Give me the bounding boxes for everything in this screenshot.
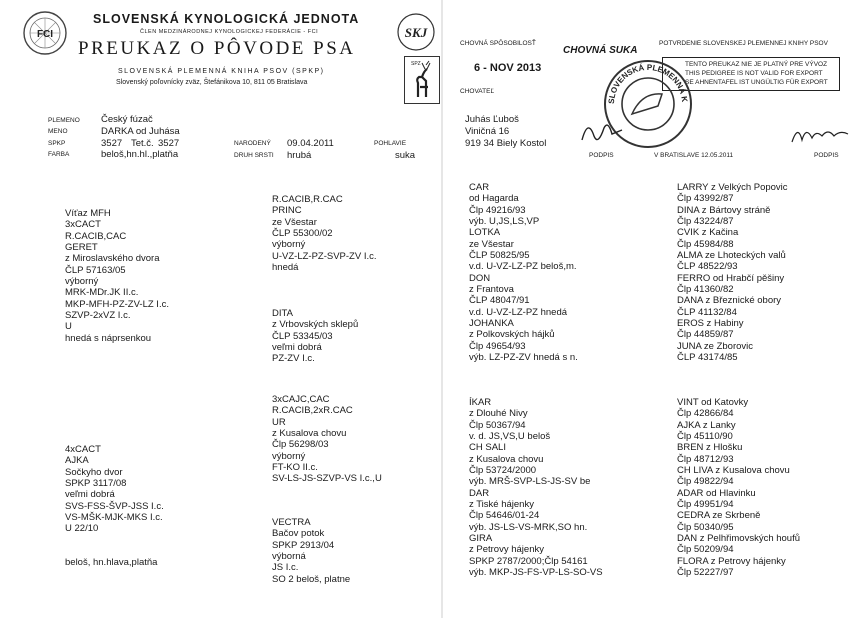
pedigree-line: z Petrovy hájenky xyxy=(469,544,544,556)
ski-logo-text: SKJ xyxy=(404,25,428,40)
pedigree-line: VECTRA xyxy=(272,517,311,528)
pedigree-line: FERRO od Hrabčí pěšiny xyxy=(677,272,785,284)
pedigree-line: GIRA xyxy=(469,533,493,545)
born-value: 09.04.2011 xyxy=(287,138,334,149)
pedigree-line: 3xCACT xyxy=(65,219,101,231)
pedigree-line: Člp 54646/01-24 xyxy=(469,510,540,522)
pedigree-line: DAR xyxy=(469,487,490,499)
pedigree-line: ÍKAR xyxy=(469,397,492,408)
pedigree-line: Člp 50367/94 xyxy=(469,419,526,431)
pedigree-line: CAR xyxy=(469,182,490,193)
pedigree-line: Člp 50209/94 xyxy=(677,544,734,556)
pedigree-sire-dam xyxy=(272,308,358,365)
pedigree-line: SPKP 2913/04 xyxy=(272,539,335,551)
pedigree-line: výborná xyxy=(272,551,306,563)
pedigree-line: Člp 48712/93 xyxy=(677,453,734,465)
pedigree-line: DITA xyxy=(272,308,293,319)
page-fold xyxy=(441,0,443,618)
pedigree-line: VINT od Katovky xyxy=(677,397,749,408)
pedigree-line: AJKA xyxy=(65,455,89,467)
pedigree-gen4-lower xyxy=(677,397,800,579)
pedigree-line: JOHANKA xyxy=(469,318,514,330)
tet-label: Tet.č. xyxy=(131,138,154,149)
pedigree-line: LOTKA xyxy=(469,227,501,239)
pedigree-line: Člp 41360/82 xyxy=(677,284,734,296)
sex-value: suka xyxy=(395,150,416,161)
pedigree-line: MKP-MFH-PZ-ZV-LZ I.c. xyxy=(65,298,169,310)
pedigree-line: Člp 56298/03 xyxy=(272,439,329,451)
pedigree-line: v.d. U-VZ-LZ-PZ hnedá xyxy=(469,306,568,318)
pedigree-line: výb. U,JS,LS,VP xyxy=(469,216,540,228)
fci-logo-text: FCI xyxy=(36,29,54,40)
pedigree-line: z Polkovských hájků xyxy=(469,329,555,341)
pedigree-line: R.CACIB,R.CAC xyxy=(272,194,343,205)
pedigree-line: z Vrbovských sklepů xyxy=(272,319,359,331)
sex-label: POHLAVIE xyxy=(374,140,407,147)
pedigree-line: Člp 49654/93 xyxy=(469,340,526,352)
spkp-label: SPKP xyxy=(48,140,66,147)
pedigree-line: PRINC xyxy=(272,205,302,217)
pedigree-line: výborný xyxy=(272,239,306,251)
pedigree-line: R.CACIB,CAC xyxy=(65,230,127,242)
signature-label: PODPIS xyxy=(589,152,614,159)
pedigree-line: veľmi dobrá xyxy=(65,489,115,501)
breed-label: PLEMENO xyxy=(48,117,80,124)
pedigree-line: Člp 49216/93 xyxy=(469,204,526,216)
pedigree-line: DON xyxy=(469,272,491,284)
pedigree-line: U 22/10 xyxy=(65,523,99,535)
pedigree-line: ČLP 53345/03 xyxy=(272,330,333,342)
pedigree-line: z Kusalova chovu xyxy=(469,453,544,465)
pedigree-line: Člp 43992/87 xyxy=(677,193,734,205)
pedigree-line: DAN z Pelhřimovských houfů xyxy=(677,533,801,545)
tet-value: 3527 xyxy=(158,138,180,149)
pedigree-line: ze Všestar xyxy=(272,216,317,228)
color-value: beloš,hn.hl.,platňa xyxy=(101,149,179,160)
signature-label-2: PODPIS xyxy=(814,152,839,159)
born-label: NARODENÝ xyxy=(234,140,271,147)
pedigree-line: DINA z Bártovy stráně xyxy=(677,204,771,216)
pedigree-line: FLORA z Petrovy hájenky xyxy=(677,555,786,567)
org-subtitle: ČLEN MEDZINÁRODNEJ KYNOLOGICKEJ FEDERÁCIE - FCI xyxy=(140,29,319,35)
pedigree-line: Člp 42866/84 xyxy=(677,408,734,420)
pedigree-line: DANA z Březnické obory xyxy=(677,295,782,307)
date-stamp: 6 - NOV 2013 xyxy=(474,62,542,74)
place-date: V BRATISLAVE 12.05.2011 xyxy=(654,152,734,159)
owner-street: Viničná 16 xyxy=(465,126,510,137)
pedigree-line: CH LIVA z Kusalova chovu xyxy=(677,465,790,477)
round-stamp-text: SLOVENSKÁ PLEMENNÁ K xyxy=(606,62,690,105)
breed-value: Český fúzač xyxy=(101,114,153,125)
pedigree-dam xyxy=(65,444,164,569)
pedigree-line xyxy=(65,535,164,546)
pedigree-dam-sire xyxy=(272,394,382,485)
pedigree-gen4-upper xyxy=(677,182,788,364)
pedigree-line: SVS-FSS-ŠVP-JSS I.c. xyxy=(65,500,164,512)
pedigree-line: ČLP 48047/91 xyxy=(469,295,530,307)
pedigree-line: SPKP 3117/08 xyxy=(65,478,127,490)
pedigree-line: výborný xyxy=(272,450,306,462)
fci-logo xyxy=(22,10,68,56)
pedigree-line: UR xyxy=(272,416,286,428)
pedigree-line: ČLP 50825/95 xyxy=(469,250,530,262)
pedigree-line: ALMA ze Lhoteckých valů xyxy=(677,250,786,262)
pedigree-sire xyxy=(65,208,169,344)
breeder-label: CHOVATEĽ xyxy=(460,88,495,95)
pedigree-line: ČLP 41132/84 xyxy=(677,306,737,318)
spz-logo-text: SPZ xyxy=(411,61,421,67)
pedigree-line: Bačov potok xyxy=(272,528,325,540)
pedigree-line: SO 2 beloš, platne xyxy=(272,573,351,585)
pedigree-line: ČLP 55300/02 xyxy=(272,228,333,240)
pedigree-line: Člp 50340/95 xyxy=(677,521,734,533)
pedigree-line: Člp 43224/87 xyxy=(677,216,734,228)
pedigree-line: z Tiské hájenky xyxy=(469,499,534,511)
dog-name: DARKA od Juhása xyxy=(101,126,180,137)
pedigree-line: CEDRA ze Skrbeně xyxy=(677,510,761,522)
pedigree-line: Člp 44859/87 xyxy=(677,329,734,341)
pedigree-line xyxy=(65,546,164,557)
export-note-line: TENTO PREUKAZ NIE JE PLATNÝ PRE VÝVOZ xyxy=(685,61,828,68)
pedigree-line: MRK-MDr.JK II.c. xyxy=(65,287,139,299)
coat-label: DRUH SRSTI xyxy=(234,152,274,159)
pedigree-line: hnedá xyxy=(272,262,299,274)
pedigree-line: v.d. U-VZ-LZ-PZ beloš,m. xyxy=(469,261,577,273)
club-address: Slovenský poľovnícky zväz, Štefánikova 10, 811 05 Bratislava xyxy=(116,79,308,86)
pedigree-line: 4xCACT xyxy=(65,444,101,455)
pedigree-line: 3xCAJC,CAC xyxy=(272,394,330,405)
pedigree-line: VS-MŠK-MJK-MKS I.c. xyxy=(65,512,163,524)
pedigree-line: ADAR od Hlavinku xyxy=(677,487,756,499)
name-label: MENO xyxy=(48,128,68,135)
pedigree-line: LARRY z Velkých Popovic xyxy=(677,182,788,193)
pedigree-line: JS I.c. xyxy=(272,562,299,574)
pedigree-line: EROS z Habiny xyxy=(677,318,744,330)
ski-logo xyxy=(396,12,436,52)
pedigree-line: SZVP-2xVZ I.c. xyxy=(65,310,131,322)
pedigree-dam-dam xyxy=(272,517,350,585)
coat-value: hrubá xyxy=(287,150,312,161)
pedigree-line: beloš, hn.hlava,platňa xyxy=(65,557,158,569)
color-label: FARBA xyxy=(48,151,70,158)
pedigree-line: ČLP 48522/93 xyxy=(677,261,738,273)
pedigree-line: Člp 49822/94 xyxy=(677,476,734,488)
pedigree-line: ČLP 57163/05 xyxy=(65,264,126,276)
studbook-name: SLOVENSKÁ PLEMENNÁ KNIHA PSOV (SPKP) xyxy=(118,68,325,75)
owner-name: Juhás Ľuboš xyxy=(465,114,519,125)
confirmation-label: POTVRDENIE SLOVENSKEJ PLEMENNEJ KNIHY PSOV xyxy=(659,40,828,47)
pedigree-line: Člp 45110/90 xyxy=(677,431,733,443)
pedigree-line: Sočkyho dvor xyxy=(65,466,123,478)
pedigree-line: FT-KO II.c. xyxy=(272,462,318,474)
pedigree-line: U xyxy=(65,321,72,333)
pedigree-line: CVIK z Kačina xyxy=(677,227,739,239)
pedigree-line: R.CACIB,2xR.CAC xyxy=(272,405,353,417)
pedigree-line: AJKA z Lanky xyxy=(677,419,736,431)
spkp-value: 3527 xyxy=(101,138,123,149)
pedigree-line: ČLP 43174/85 xyxy=(677,352,738,364)
pedigree-line: výborný xyxy=(65,276,99,288)
pedigree-line: v. d. JS,VS,U beloš xyxy=(469,431,551,443)
pedigree-line: U-VZ-LZ-PZ-SVP-ZV I.c. xyxy=(272,250,377,262)
pedigree-sire-sire xyxy=(272,194,377,273)
pedigree-line: SV-LS-JS-SZVP-VS I.c.,U xyxy=(272,473,382,485)
pedigree-line: výb. JS-LS-VS-MRK,SO hn. xyxy=(469,521,588,533)
export-note-line: THIS PEDIGREE IS NOT VALID FOR EXPORT xyxy=(685,70,823,77)
pedigree-line: Víťaz MFH xyxy=(65,208,111,219)
pedigree-line: výb. LZ-PZ-ZV hnedá s n. xyxy=(469,352,578,364)
pedigree-line: z Frantova xyxy=(469,284,514,296)
pedigree-line: BREN z Hlošku xyxy=(677,442,743,454)
pedigree-line: Člp 53724/2000 xyxy=(469,465,537,477)
pedigree-line: veľmi dobrá xyxy=(272,342,322,354)
pedigree-line: ze Všestar xyxy=(469,238,514,250)
pedigree-line: Člp 49951/94 xyxy=(677,499,734,511)
pedigree-line: CH SALI xyxy=(469,442,506,454)
pedigree-line: z Miroslavského dvora xyxy=(65,253,160,265)
breeding-fitness-label: CHOVNÁ SPÔSOBILOSŤ xyxy=(460,40,536,47)
pedigree-line: výb. MRŠ-SVP-LS-JS-SV be xyxy=(469,476,591,488)
pedigree-gen3-lower xyxy=(469,397,603,579)
pedigree-line: Člp 52227/97 xyxy=(677,567,734,579)
pedigree-line: SPKP 2787/2000;Člp 54161 xyxy=(469,555,588,567)
pedigree-line: z Kusalova chovu xyxy=(272,428,347,440)
pedigree-line: výb. MKP-JS-FS-VP-LS-SO-VS xyxy=(469,567,603,579)
pedigree-line: od Hagarda xyxy=(469,193,519,205)
pedigree-line: hnedá s náprsenkou xyxy=(65,332,152,344)
pedigree-line: PZ-ZV I.c. xyxy=(272,353,315,365)
breeder-signature xyxy=(578,116,628,155)
export-note-line: SE AHNENTAFEL IST UNGÜLTIG FÜR EXPORT xyxy=(685,79,828,86)
pedigree-line: z Dlouhé Nivy xyxy=(469,408,528,420)
owner-city: 919 34 Biely Kostol xyxy=(465,138,547,149)
breeding-fitness-value: CHOVNÁ SUKA xyxy=(563,45,638,56)
spz-logo xyxy=(404,56,440,104)
pedigree-line: Člp 45984/88 xyxy=(677,238,734,250)
registrar-signature xyxy=(790,120,850,155)
pedigree-line: JUNA ze Zborovic xyxy=(677,340,754,352)
document-title: PREUKAZ O PÔVODE PSA xyxy=(78,38,356,59)
pedigree-gen3-upper xyxy=(469,182,578,364)
pedigree-line: GERET xyxy=(65,242,98,254)
org-name: SLOVENSKÁ KYNOLOGICKÁ JEDNOTA xyxy=(93,12,360,26)
